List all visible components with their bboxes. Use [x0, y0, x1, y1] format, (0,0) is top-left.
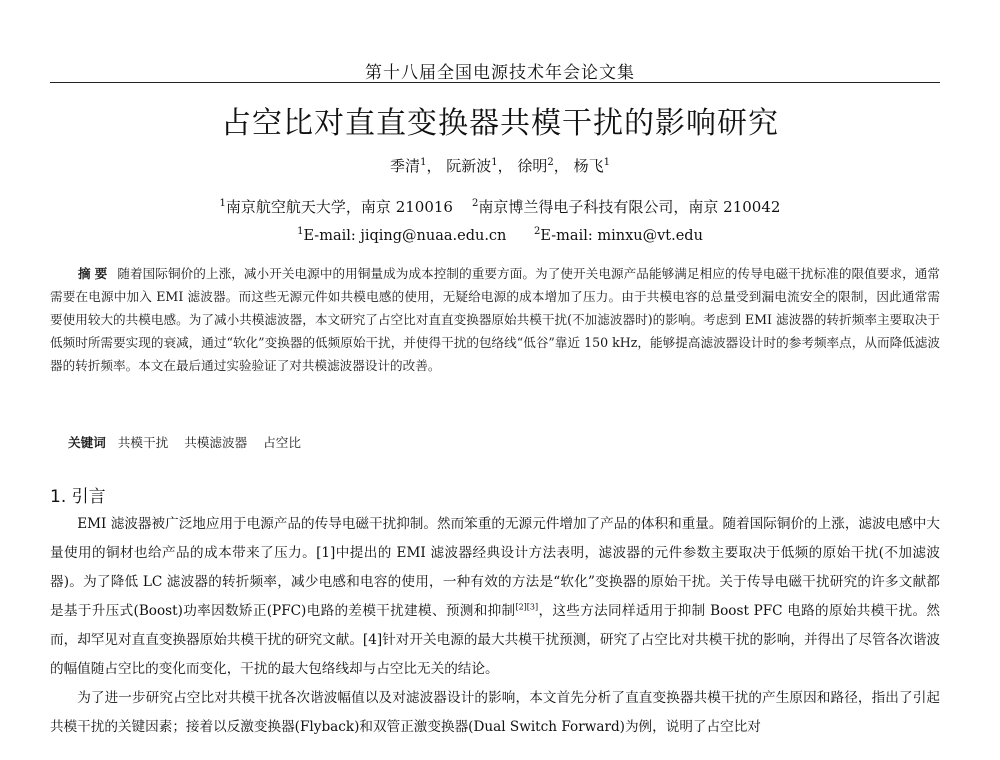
section-heading [50, 482, 106, 507]
author-name: 阮新波 [446, 157, 492, 175]
citation-ref: [2][3] [515, 602, 539, 612]
email-mark: 1 [297, 226, 304, 237]
author-name: 徐明 [517, 157, 548, 175]
paragraph-text: EMI 滤波器被广泛地应用于电源产品的传导电磁干扰抑制。然而笨重的无源元件增加了产品的体积和重量。随着国际铜价的上涨，滤波电感中大量使用的铜材也给产品的成本带来了压力。[1]中提出的 EMI 滤波器经典设计方法表明，滤波器的元件参数主要取决于低频的原始干扰(不加滤波器)。为了降低 LC 滤波器的转折频率，减少电感和电容的使用，一种有效的方法是“软化”变换器的原始干扰。关于传导电磁干扰研究的许多文献都是基于升压式(Boost)功率因数矫正(PFC)电路的差模干扰建模、预测和抑制 [50, 516, 940, 619]
affil-mark: 1 [219, 198, 226, 209]
abstract-text: 随着国际铜价的上涨，减小开关电源中的用铜量成为成本控制的重要方面。为了使开关电源产品能够满足相应的传导电磁干扰标准的限值要求，通常需要在电源中加入 EMI 滤波器。而这些无源元件如共模电感的使用，无疑给电源的成本增加了压力。由于共模电容的总量受到漏电流安全的限制，因此通常需要使用较大的共模电感。为了减小共模滤波器，本文研究了占空比对直直变换器原始共模干扰(不加滤波器时)的影响。考虑到 EMI 滤波器的转折频率主要取决于低频时所需要实现的衰减，通过“软化”变换器的低频原始干扰，并使得干扰的包络线“低谷”靠近 150 kHz，能够提高滤波器设计时的参考频率点，从而降低滤波器的转折频率。本文在最后通过实验验证了对共模滤波器设计的改善。 [50, 266, 941, 373]
body-text [50, 510, 940, 742]
header-rule [50, 82, 940, 83]
email: E-mail: jiqing@nuaa.edu.cn [303, 227, 507, 244]
abstract [50, 262, 940, 377]
author-affil-mark: 1 [491, 157, 498, 168]
paragraph-text: ，这些方法同样适用于抑制 Boost PFC 电路的原始共模干扰。然而，却罕见对直直变换器原始共模干扰的研究文献。[4]针对开关电源的最大共模干扰预测，研究了占空比对共模干扰的影响，并得出了尽管各次谐波的幅值随占空比的变化而变化，干扰的最大包络线却与占空比无关的结论。 [50, 603, 940, 677]
affiliations [0, 196, 1000, 217]
section-number: 1. [50, 487, 67, 507]
emails [0, 226, 1000, 244]
author-name: 杨飞 [573, 157, 604, 175]
paragraph [50, 684, 940, 742]
author-affil-mark: 1 [603, 157, 610, 168]
email-mark: 2 [534, 226, 541, 237]
running-header: 第十八届全国电源技术年会论文集 [365, 63, 635, 83]
keywords-label: 关键词 [68, 435, 106, 450]
paragraph [50, 510, 940, 684]
author-name: 季清 [390, 157, 421, 175]
affiliation: 南京博兰得电子科技有限公司，南京 210042 [478, 198, 781, 216]
author-affil-mark: 1 [420, 157, 427, 168]
paragraph-text: 为了进一步研究占空比对共模干扰各次谐波幅值以及对滤波器设计的影响，本文首先分析了直直变换器共模干扰的产生原因和路径，指出了引起共模干扰的关键因素；接着以反激变换器(Flyback)和双管正激变换器(Dual Switch Forward)为例，说明了占空比对 [50, 690, 940, 735]
author-affil-mark: 2 [547, 157, 554, 168]
email: E-mail: minxu@vt.edu [540, 227, 703, 244]
author-list: 季清$^1$， 阮新波$^1$， 徐明$^2$， 杨飞$^1$ [390, 157, 610, 175]
keyword: 共模干扰 [117, 435, 169, 450]
section-title: 引言 [71, 487, 106, 507]
keyword: 共模滤波器 [184, 435, 248, 450]
abstract-label: 摘要 [78, 266, 112, 281]
paper-title: 占空比对直直变换器共模干扰的影响研究 [221, 106, 779, 141]
affil-mark: 2 [472, 198, 479, 209]
affiliation: 南京航空航天大学，南京 210016 [225, 198, 453, 216]
keywords [68, 432, 301, 451]
keyword: 占空比 [263, 435, 301, 450]
